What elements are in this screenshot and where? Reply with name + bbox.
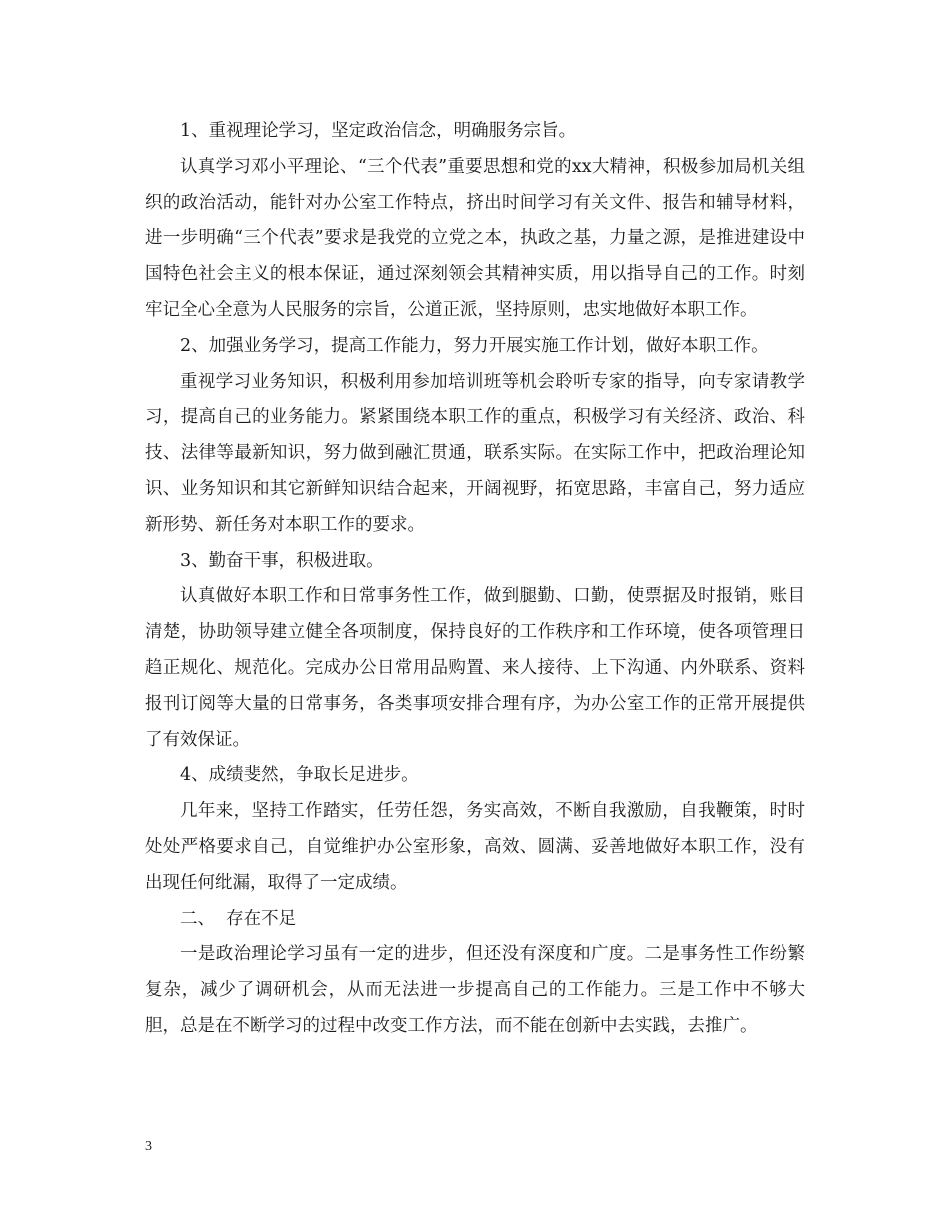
heading-2-business-study: 2、加强业务学习，提高工作能力，努力开展实施工作计划，做好本职工作。 bbox=[180, 335, 769, 356]
paragraph-achievements: 几年来，坚持工作踏实，任劳任怨，务实高效，不断自我激励，自我鞭策，时时处处严格要求自己，自觉维护办公室形象，高效、圆满、妥善地做好本职工作，没有出现任何纰漏，取得了一定成绩。 bbox=[145, 801, 805, 893]
paragraph-diligence: 认真做好本职工作和日常事务性工作，做到腿勤、口勤，使票据及时报销，账目清楚，协助领导建立健全各项制度，保持良好的工作秩序和工作环境，使各项管理日趋正规化、规范化。完成办公日常用品购置、来人接待、上下沟通、内外联系、资料报刊订阅等大量的日常事务，各类事项安排合理有序，为办公室工作的正常开展提供了有效保证。 bbox=[145, 586, 805, 750]
heading-1-theory-study: 1、重视理论学习，坚定政治信念，明确服务宗旨。 bbox=[180, 121, 577, 141]
page-number: 3 bbox=[145, 1139, 152, 1154]
paragraph-shortcomings: 一是政治理论学习虽有一定的进步，但还没有深度和广度。二是事务性工作纷繁复杂，减少了调研机会，从而无法进一步提高自己的工作能力。三是工作中不够大胆，总是在不断学习的过程中改变工作方法，而不能在创新中去实践，去推广。 bbox=[145, 944, 805, 1036]
paragraph-theory-study: 认真学习邓小平理论、“三个代表”重要思想和党的xx大精神，积极参加局机关组织的政治活动，能针对办公室工作特点，挤出时间学习有关文件、报告和辅导材料，进一步明确“三个代表”要求是我党的立党之本，执政之基，力量之源，是推进建设中国特色社会主义的根本保证，通过深刻领会其精神实质，用以指导自己的工作。时刻牢记全心全意为人民服务的宗旨，公道正派，坚持原则，忠实地做好本职工作。 bbox=[145, 156, 805, 320]
paragraph-business-study: 重视学习业务知识，积极利用参加培训班等机会聆听专家的指导，向专家请教学习，提高自己的业务能力。紧紧围绕本职工作的重点，积极学习有关经济、政治、科技、法律等最新知识，努力做到融汇贯通，联系实际。在实际工作中，把政治理论知识、业务知识和其它新鲜知识结合起来，开阔视野，拓宽思路，丰富自己，努力适应新形势、新任务对本职工作的要求。 bbox=[145, 371, 805, 535]
document-body bbox=[145, 114, 805, 1045]
heading-3-diligence: 3、勤奋干事，积极进取。 bbox=[180, 550, 384, 571]
heading-shortcomings: 二、 存在不足 bbox=[180, 908, 297, 929]
heading-4-achievements: 4、成绩斐然，争取长足进步。 bbox=[180, 765, 419, 786]
